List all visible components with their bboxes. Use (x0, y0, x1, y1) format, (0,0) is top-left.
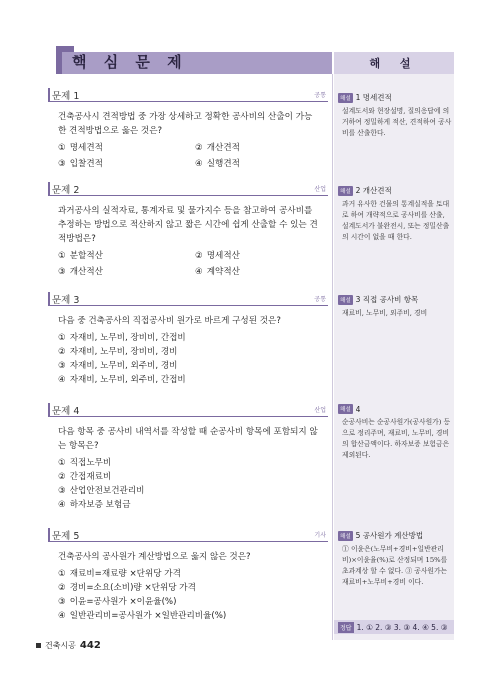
question-text: 과거공사의 실적자료, 통계자료 및 물가지수 등을 참고하여 공사비를 추정하는 방법으로 적산하지 않고 짧은 시간에 쉽게 산출할 수 있는 견적방법은? (58, 206, 318, 244)
problem-header (48, 182, 328, 196)
page-number: 442 (79, 640, 101, 651)
explanation-header-title: 해 설 (369, 57, 419, 70)
question-text: 건축공사의 공사원가 계산방법으로 옳지 않은 것은? (58, 552, 251, 562)
option-1: ① 직접노무비 (58, 458, 112, 468)
explanation-title: 3 직접 공사비 항목 (355, 295, 419, 304)
problem-tag: 공통 (314, 92, 326, 99)
option-4: ④ 하자보증 보험금 (58, 500, 131, 510)
question-text: 건축공사시 견적방법 중 가장 상세하고 정확한 공사비의 산출이 가능한 견적방법으로 옳은 것은? (58, 112, 313, 136)
problem-accent (48, 403, 50, 416)
option-1: ① 재료비=재료량 ×단위당 가격 (58, 569, 181, 579)
options (58, 331, 328, 387)
explanation-title: 5 공사원가 계산방법 (355, 531, 424, 540)
option-2: ② 개산견적 (195, 143, 240, 153)
option-2: ② 자재비, 노무비, 장비비, 경비 (58, 347, 178, 357)
problem-label: 문제 4 (52, 406, 80, 417)
explanation-body: 순공사비는 순공사원가(공사원가) 등으로 정리주며, 재료비, 노무비, 경비의 합산금액이다. 하자보증 보험금은 제외된다. (342, 418, 451, 459)
problem-3 (48, 292, 328, 387)
option-2: ② 간접재료비 (58, 472, 112, 482)
page-title: 핵 심 문 제 (72, 53, 188, 71)
explanation-body: 과거 유사한 건물의 통계실적을 토대로 하여 개략적으로 공사비를 산출, 설계도서가 불완전시, 또는 정밀산출의 시간이 없을 때 한다. (342, 200, 450, 241)
option-4: ④ 실행견적 (195, 159, 240, 169)
column-divider (332, 74, 333, 640)
question-text: 다음 항목 중 공사비 내역서를 작성할 때 순공사비 항목에 포함되지 않는 항목은? (58, 427, 318, 451)
problem-tag: 산업 (314, 407, 326, 414)
explanation-tag: 해설 (338, 404, 353, 414)
problem-header (48, 292, 328, 306)
question-text: 다음 중 건축공사의 직접공사비 원가로 바르게 구성된 것은? (58, 316, 281, 326)
explanation-title: 1 명세견적 (355, 93, 392, 102)
answer-key (334, 620, 454, 634)
options (58, 456, 328, 512)
option-3: ③ 이윤=공사원가 ×이윤율(%) (58, 597, 177, 607)
footer-book-title: 건축시공 (45, 641, 76, 650)
problem-tag: 산업 (314, 186, 326, 193)
explanation-5 (338, 530, 452, 588)
problem-header (48, 403, 328, 417)
option-3: ③ 입찰견적 (58, 159, 103, 169)
answer-text: 1. ① 2. ③ 3. ③ 4. ④ 5. ③ (356, 622, 448, 632)
option-1: ① 자재비, 노무비, 장비비, 간접비 (58, 333, 186, 343)
option-4: ④ 일반관리비=공사원가 ×일반관리비율(%) (58, 611, 227, 621)
problem-label: 문제 2 (52, 185, 80, 196)
options (58, 249, 328, 279)
option-2: ② 명세적산 (195, 251, 240, 261)
option-1: ① 명세견적 (58, 143, 103, 153)
problem-1 (48, 88, 328, 171)
explanation-3 (338, 294, 452, 319)
option-4: ④ 자재비, 노무비, 외주비, 간접비 (58, 375, 186, 385)
explanation-tag: 해설 (338, 93, 353, 103)
problem-header (48, 528, 328, 542)
explanation-tag: 해설 (338, 531, 353, 541)
answer-tag: 정답 (338, 622, 354, 633)
option-1: ① 분할적산 (58, 251, 103, 261)
problem-4 (48, 403, 328, 512)
option-3: ③ 산업안전보건관리비 (58, 486, 145, 496)
problem-2 (48, 182, 328, 279)
options (58, 141, 328, 171)
explanation-body: ① 이윤은(노무비+경비+일반관리비)×이윤율(%)로 산정되며 15%를 초과계상 할 수 없다. ③ 공사원가는 재료비+노무비+경비 이다. (342, 545, 448, 586)
problem-tag: 공통 (314, 296, 326, 303)
explanation-1 (338, 92, 452, 139)
explanation-2 (338, 185, 452, 243)
option-3: ③ 자재비, 노무비, 외주비, 경비 (58, 361, 178, 371)
problem-header (48, 88, 328, 102)
footer-square-icon (36, 643, 41, 648)
problem-accent (48, 292, 50, 305)
problem-label: 문제 1 (52, 91, 80, 102)
problem-accent (48, 88, 50, 101)
option-3: ③ 개산적산 (58, 267, 103, 277)
explanation-tag: 해설 (338, 295, 353, 305)
explanation-tag: 해설 (338, 186, 353, 196)
problem-tag: 기사 (314, 532, 326, 539)
explanation-body: 재료비, 노무비, 외주비, 경비 (342, 309, 428, 317)
page-footer (36, 640, 101, 651)
problem-label: 문제 5 (52, 531, 80, 542)
options (58, 567, 328, 623)
problem-accent (48, 182, 50, 195)
option-2: ② 경비=소요(소비)량 ×단위당 가격 (58, 583, 196, 593)
problem-5 (48, 528, 328, 623)
problem-accent (48, 528, 50, 541)
explanation-4 (338, 404, 452, 461)
explanation-title: 4 (355, 404, 361, 414)
option-4: ④ 계약적산 (195, 267, 240, 277)
explanation-title: 2 개산견적 (355, 186, 392, 195)
explanation-body: 설계도서와 현장설명, 질의응답에 의거하여 정밀하게 적산, 견적하여 공사비를 산출한다. (342, 107, 452, 137)
problem-label: 문제 3 (52, 295, 80, 306)
